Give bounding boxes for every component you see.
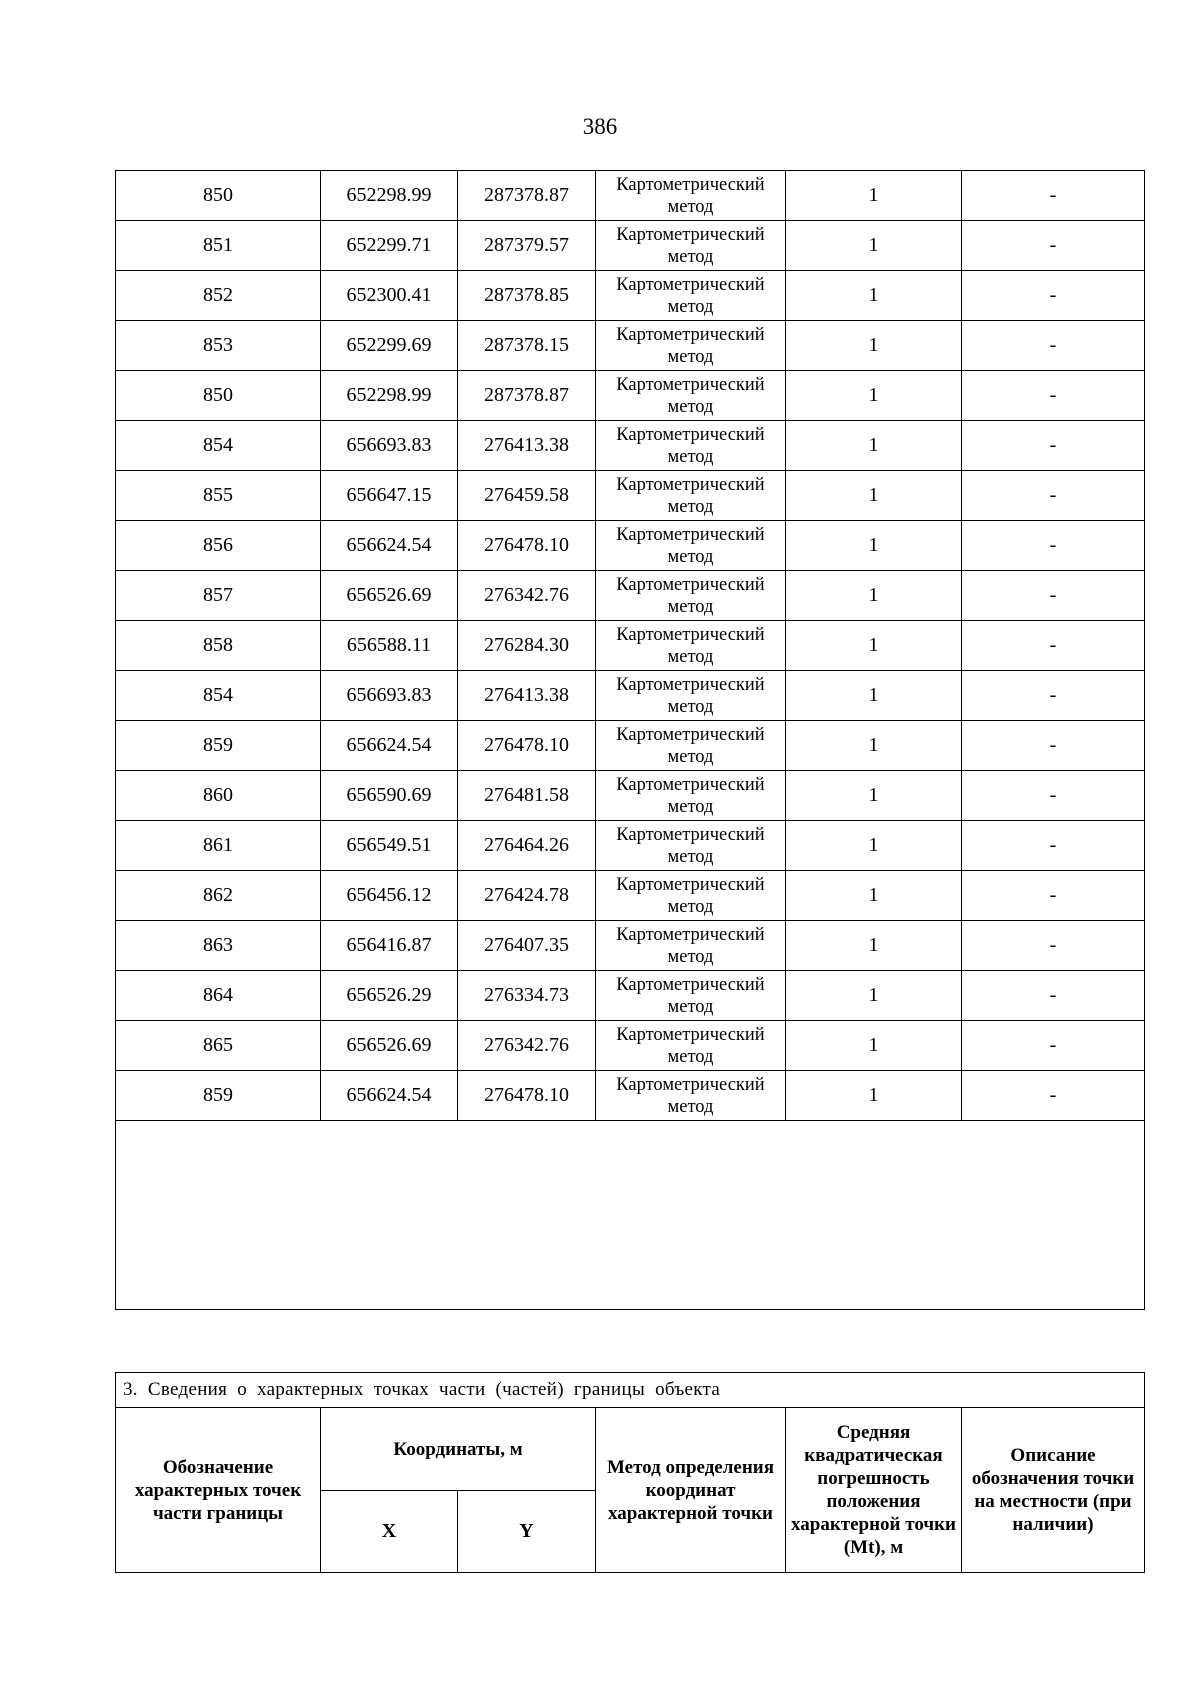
y-coordinate-cell: 276284.30 <box>458 621 596 671</box>
header-description: Описание обозначения точки на местности (при наличии) <box>962 1408 1145 1573</box>
point-cell: 861 <box>116 821 321 871</box>
accuracy-cell: 1 <box>786 371 962 421</box>
x-coordinate-cell: 652299.69 <box>321 321 458 371</box>
y-coordinate-cell: 287378.85 <box>458 271 596 321</box>
accuracy-cell: 1 <box>786 721 962 771</box>
description-cell: - <box>962 571 1145 621</box>
method-cell: Картометрический метод <box>596 321 786 371</box>
table-row <box>116 471 1145 521</box>
x-coordinate-cell: 656526.29 <box>321 971 458 1021</box>
y-coordinate-cell: 276459.58 <box>458 471 596 521</box>
method-cell: Картометрический метод <box>596 971 786 1021</box>
point-cell: 858 <box>116 621 321 671</box>
y-coordinate-cell: 276478.10 <box>458 521 596 571</box>
description-cell: - <box>962 621 1145 671</box>
y-coordinate-cell: 276478.10 <box>458 721 596 771</box>
x-coordinate-cell: 656647.15 <box>321 471 458 521</box>
table-row <box>116 771 1145 821</box>
method-cell: Картометрический метод <box>596 171 786 221</box>
y-coordinate-cell: 287378.87 <box>458 171 596 221</box>
description-cell: - <box>962 771 1145 821</box>
method-cell: Картометрический метод <box>596 771 786 821</box>
header-coordinates: Координаты, м <box>321 1408 596 1491</box>
table-row <box>116 421 1145 471</box>
section3-table <box>115 1372 1145 1573</box>
point-cell: 865 <box>116 1021 321 1071</box>
x-coordinate-cell: 656588.11 <box>321 621 458 671</box>
x-coordinate-cell: 656624.54 <box>321 1071 458 1121</box>
description-cell: - <box>962 221 1145 271</box>
accuracy-cell: 1 <box>786 671 962 721</box>
header-point-designation: Обозначение характерных точек части границы <box>116 1408 321 1573</box>
method-cell: Картометрический метод <box>596 821 786 871</box>
points-table-body <box>116 171 1145 1121</box>
description-cell: - <box>962 971 1145 1021</box>
description-cell: - <box>962 171 1145 221</box>
point-cell: 859 <box>116 721 321 771</box>
point-cell: 855 <box>116 471 321 521</box>
x-coordinate-cell: 652300.41 <box>321 271 458 321</box>
page-number: 386 <box>582 114 618 139</box>
table-row <box>116 721 1145 771</box>
x-coordinate-cell: 656624.54 <box>321 521 458 571</box>
table-row <box>116 971 1145 1021</box>
method-cell: Картометрический метод <box>596 871 786 921</box>
method-cell: Картометрический метод <box>596 471 786 521</box>
table-row <box>116 1021 1145 1071</box>
x-coordinate-cell: 652298.99 <box>321 171 458 221</box>
section3-title: 3. Сведения о характерных точках части (частей) границы объекта <box>116 1373 1145 1408</box>
point-cell: 852 <box>116 271 321 321</box>
x-coordinate-cell: 656549.51 <box>321 821 458 871</box>
description-cell: - <box>962 671 1145 721</box>
x-coordinate-cell: 656590.69 <box>321 771 458 821</box>
header-method: Метод определения координат характерной точки <box>596 1408 786 1573</box>
accuracy-cell: 1 <box>786 421 962 471</box>
table-row <box>116 221 1145 271</box>
table-row <box>116 371 1145 421</box>
method-cell: Картометрический метод <box>596 921 786 971</box>
table-row <box>116 671 1145 721</box>
method-cell: Картометрический метод <box>596 371 786 421</box>
y-coordinate-cell: 276334.73 <box>458 971 596 1021</box>
header-accuracy: Средняя квадратическая погрешность положения характерной точки (Mt), м <box>786 1408 962 1573</box>
method-cell: Картометрический метод <box>596 271 786 321</box>
x-coordinate-cell: 652299.71 <box>321 221 458 271</box>
method-cell: Картометрический метод <box>596 571 786 621</box>
point-cell: 850 <box>116 171 321 221</box>
accuracy-cell: 1 <box>786 271 962 321</box>
header-x: X <box>321 1491 458 1573</box>
point-cell: 854 <box>116 421 321 471</box>
method-cell: Картометрический метод <box>596 221 786 271</box>
description-cell: - <box>962 821 1145 871</box>
y-coordinate-cell: 276464.26 <box>458 821 596 871</box>
table-row <box>116 921 1145 971</box>
x-coordinate-cell: 656693.83 <box>321 671 458 721</box>
method-cell: Картометрический метод <box>596 1021 786 1071</box>
table-row <box>116 871 1145 921</box>
y-coordinate-cell: 276407.35 <box>458 921 596 971</box>
accuracy-cell: 1 <box>786 871 962 921</box>
table-row <box>116 271 1145 321</box>
method-cell: Картометрический метод <box>596 621 786 671</box>
accuracy-cell: 1 <box>786 171 962 221</box>
y-coordinate-cell: 276424.78 <box>458 871 596 921</box>
table-row <box>116 821 1145 871</box>
point-cell: 856 <box>116 521 321 571</box>
y-coordinate-cell: 287378.87 <box>458 371 596 421</box>
blank-cell <box>116 1121 1145 1310</box>
y-coordinate-cell: 276413.38 <box>458 671 596 721</box>
y-coordinate-cell: 276342.76 <box>458 1021 596 1071</box>
description-cell: - <box>962 371 1145 421</box>
accuracy-cell: 1 <box>786 221 962 271</box>
point-cell: 862 <box>116 871 321 921</box>
y-coordinate-cell: 287379.57 <box>458 221 596 271</box>
table-row <box>116 521 1145 571</box>
accuracy-cell: 1 <box>786 921 962 971</box>
points-table <box>115 170 1145 1310</box>
point-cell: 853 <box>116 321 321 371</box>
table-row <box>116 621 1145 671</box>
point-cell: 859 <box>116 1071 321 1121</box>
table-row <box>116 321 1145 371</box>
accuracy-cell: 1 <box>786 521 962 571</box>
y-coordinate-cell: 287378.15 <box>458 321 596 371</box>
x-coordinate-cell: 656456.12 <box>321 871 458 921</box>
table-row <box>116 171 1145 221</box>
blank-row <box>116 1121 1145 1310</box>
accuracy-cell: 1 <box>786 1071 962 1121</box>
table-row <box>116 571 1145 621</box>
method-cell: Картометрический метод <box>596 671 786 721</box>
x-coordinate-cell: 656693.83 <box>321 421 458 471</box>
description-cell: - <box>962 521 1145 571</box>
accuracy-cell: 1 <box>786 471 962 521</box>
accuracy-cell: 1 <box>786 621 962 671</box>
description-cell: - <box>962 321 1145 371</box>
y-coordinate-cell: 276342.76 <box>458 571 596 621</box>
point-cell: 860 <box>116 771 321 821</box>
y-coordinate-cell: 276413.38 <box>458 421 596 471</box>
accuracy-cell: 1 <box>786 571 962 621</box>
description-cell: - <box>962 921 1145 971</box>
accuracy-cell: 1 <box>786 821 962 871</box>
x-coordinate-cell: 656416.87 <box>321 921 458 971</box>
method-cell: Картометрический метод <box>596 1071 786 1121</box>
description-cell: - <box>962 1071 1145 1121</box>
y-coordinate-cell: 276481.58 <box>458 771 596 821</box>
method-cell: Картометрический метод <box>596 521 786 571</box>
point-cell: 851 <box>116 221 321 271</box>
x-coordinate-cell: 656624.54 <box>321 721 458 771</box>
description-cell: - <box>962 1021 1145 1071</box>
x-coordinate-cell: 656526.69 <box>321 1021 458 1071</box>
y-coordinate-cell: 276478.10 <box>458 1071 596 1121</box>
point-cell: 857 <box>116 571 321 621</box>
method-cell: Картометрический метод <box>596 721 786 771</box>
method-cell: Картометрический метод <box>596 421 786 471</box>
accuracy-cell: 1 <box>786 321 962 371</box>
description-cell: - <box>962 271 1145 321</box>
accuracy-cell: 1 <box>786 771 962 821</box>
point-cell: 863 <box>116 921 321 971</box>
point-cell: 864 <box>116 971 321 1021</box>
description-cell: - <box>962 471 1145 521</box>
x-coordinate-cell: 652298.99 <box>321 371 458 421</box>
accuracy-cell: 1 <box>786 1021 962 1071</box>
header-y: Y <box>458 1491 596 1573</box>
point-cell: 850 <box>116 371 321 421</box>
point-cell: 854 <box>116 671 321 721</box>
description-cell: - <box>962 421 1145 471</box>
description-cell: - <box>962 721 1145 771</box>
table-row <box>116 1071 1145 1121</box>
accuracy-cell: 1 <box>786 971 962 1021</box>
x-coordinate-cell: 656526.69 <box>321 571 458 621</box>
description-cell: - <box>962 871 1145 921</box>
